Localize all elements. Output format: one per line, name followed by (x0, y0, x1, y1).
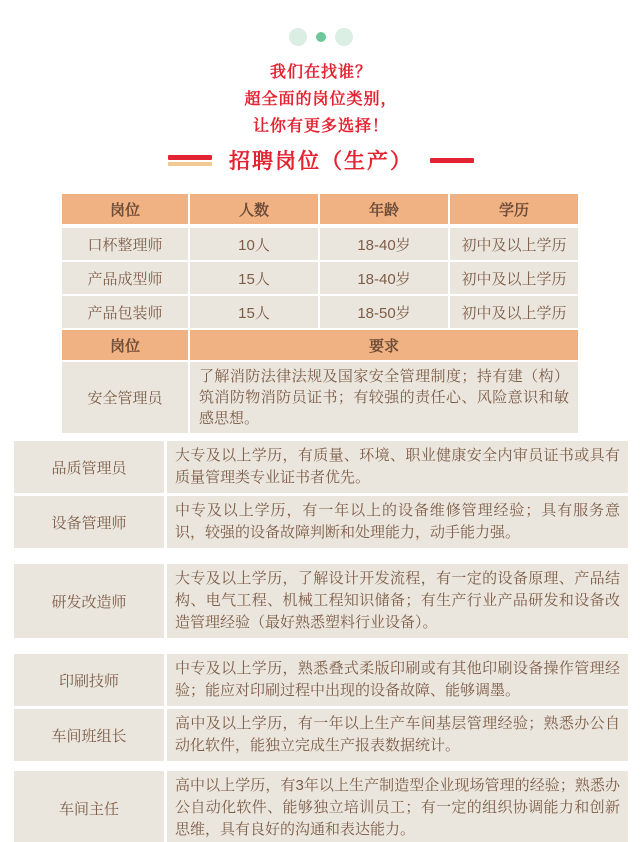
intro-line-1: 我们在找谁？ (269, 64, 372, 81)
intro-line-2: 超全面的岗位类别， (244, 91, 398, 108)
requirement-cell: 中专及以上学历，有一年以上的设备维修管理经验；具有服务意识，较强的设备故障判断和处理能力，动手能力强。 (167, 496, 628, 548)
intro-text (0, 59, 642, 140)
table-cell: 18-40岁 (320, 262, 448, 294)
requirements-segment (14, 564, 628, 638)
requirements-table (62, 330, 578, 433)
jobs-header-count: 人数 (190, 194, 318, 224)
intro-line-3: 让你有更多选择！ (252, 118, 389, 135)
red-bar-icon (430, 158, 474, 163)
position-cell: 车间主任 (14, 771, 164, 842)
jobs-header-age: 年龄 (320, 194, 448, 224)
requirements-segment (14, 441, 628, 548)
position-cell: 研发改造师 (14, 564, 164, 638)
requirements-segment (14, 654, 628, 761)
tan-bar-icon (168, 162, 212, 166)
req-header-position: 岗位 (62, 330, 188, 360)
table-cell: 初中及以上学历 (450, 228, 578, 260)
position-cell: 设备管理师 (14, 496, 164, 548)
position-cell: 安全管理员 (62, 362, 188, 433)
req-header-requirement: 要求 (190, 330, 578, 360)
table-cell: 18-50岁 (320, 296, 448, 328)
table-cell: 15人 (190, 296, 318, 328)
requirement-cell: 高中及以上学历，有一年以上生产车间基层管理经验；熟悉办公自动化软件，能独立完成生产报表数据统计。 (167, 709, 628, 761)
position-cell: 印刷技师 (14, 654, 164, 706)
table-cell: 18-40岁 (320, 228, 448, 260)
table-cell: 产品成型师 (62, 262, 188, 294)
red-bar-icon (168, 155, 212, 160)
jobs-header-position: 岗位 (62, 194, 188, 224)
dot-icon (316, 32, 326, 42)
requirement-cell: 大专及以上学历，有质量、环境、职业健康安全内审员证书或具有质量管理类专业证书者优先。 (167, 441, 628, 493)
requirement-cell: 了解消防法律法规及国家安全管理制度；持有建（构）筑消防物消防员证书；有较强的责任心、风险意识和敏感思想。 (190, 362, 578, 433)
position-cell: 品质管理员 (14, 441, 164, 493)
requirements-segment (14, 771, 628, 842)
decor-dots (0, 0, 642, 46)
position-cell: 车间班组长 (14, 709, 164, 761)
jobs-header-education: 学历 (450, 194, 578, 224)
section-title-row (0, 145, 642, 175)
table-cell: 产品包装师 (62, 296, 188, 328)
title-left-bars-icon (168, 155, 212, 166)
page-title: 招聘岗位（生产） (229, 150, 413, 173)
requirement-cell: 中专及以上学历，熟悉叠式柔版印刷或有其他印刷设备操作管理经验；能应对印刷过程中出现的设备故障、能够调墨。 (167, 654, 628, 706)
table-cell: 初中及以上学历 (450, 296, 578, 328)
requirement-cell: 高中以上学历，有3年以上生产制造型企业现场管理的经验；熟悉办公自动化软件、能够独立培训员工；有一定的组织协调能力和创新思维，具有良好的沟通和表达能力。 (167, 771, 628, 842)
dot-icon (289, 28, 307, 46)
table-cell: 15人 (190, 262, 318, 294)
dot-icon (335, 28, 353, 46)
table-cell: 口杯整理师 (62, 228, 188, 260)
table-cell: 初中及以上学历 (450, 262, 578, 294)
requirement-cell: 大专及以上学历，了解设计开发流程，有一定的设备原理、产品结构、电气工程、机械工程知识储备；有生产行业产品研发和设备改造管理经验（最好熟悉塑料行业设备）。 (167, 564, 628, 638)
jobs-table (62, 194, 578, 328)
table-cell: 10人 (190, 228, 318, 260)
